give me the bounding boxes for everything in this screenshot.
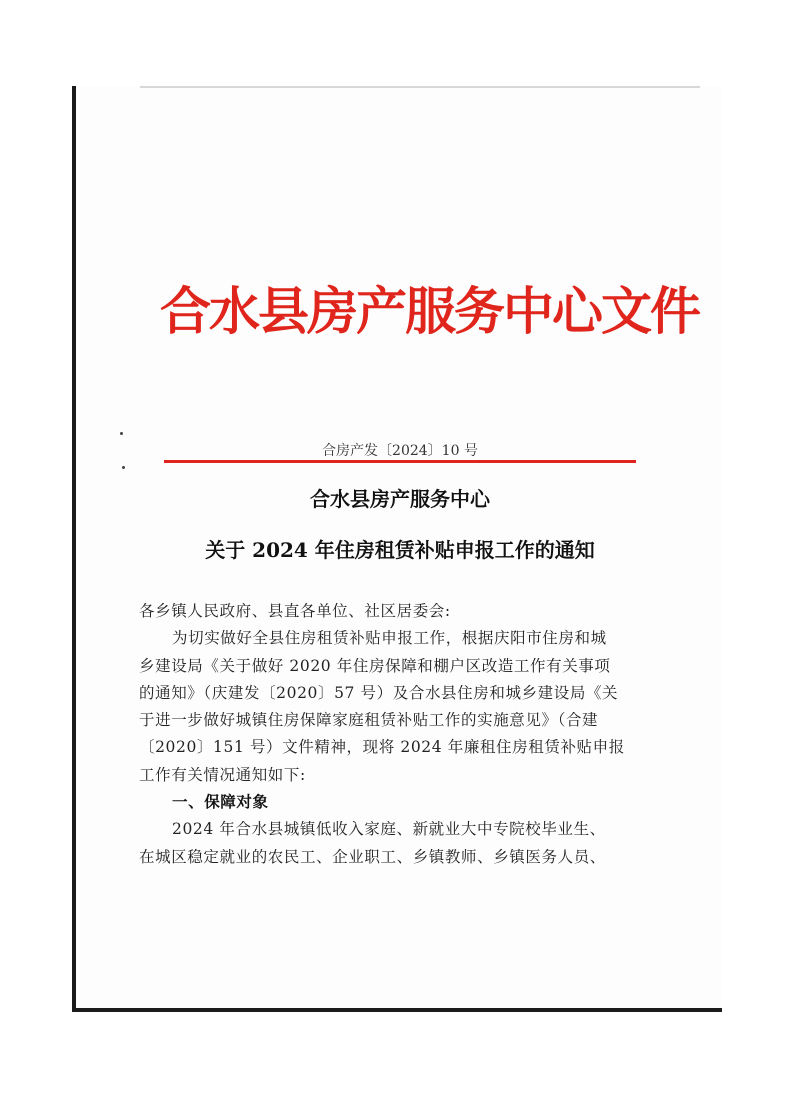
- scan-speck: [120, 432, 123, 435]
- red-separator-line: [164, 460, 636, 463]
- body-line: 乡建设局《关于做好 2020 年住房保障和棚户区改造工作有关事项: [139, 656, 611, 675]
- scan-edge-top: [140, 86, 700, 88]
- document-body: [139, 598, 669, 871]
- document-title-issuer: 合水县房产服务中心: [310, 487, 490, 511]
- body-line: 于进一步做好城镇住房保障家庭租赁补贴工作的实施意见》（合建: [139, 711, 599, 730]
- document-masthead: 合水县房产服务中心文件: [160, 283, 700, 342]
- document-number: 合房产发〔2024〕10 号: [322, 443, 478, 459]
- body-line: 工作有关情况通知如下:: [139, 765, 306, 784]
- scan-edge-bottom: [72, 1008, 722, 1012]
- document-title-subject: 关于 2024 年住房租赁补贴申报工作的通知: [205, 538, 595, 562]
- body-line: 为切实做好全县住房租赁补贴申报工作，根据庆阳市住房和城: [172, 629, 607, 648]
- body-line: 〔2020〕151 号）文件精神，现将 2024 年廉租住房租赁补贴申报: [139, 738, 625, 757]
- scan-edge-left: [72, 86, 76, 1012]
- scan-speck: [122, 466, 125, 469]
- section-heading: 一、保障对象: [172, 793, 269, 812]
- body-line: 的通知》（庆建发〔2020〕57 号）及合水县住房和城乡建设局《关: [139, 683, 619, 702]
- salutation: 各乡镇人民政府、县直各单位、社区居委会:: [139, 602, 451, 620]
- body-line: 2024 年合水县城镇低收入家庭、新就业大中专院校毕业生、: [172, 820, 606, 839]
- body-line: 在城区稳定就业的农民工、企业职工、乡镇教师、乡镇医务人员、: [139, 847, 606, 866]
